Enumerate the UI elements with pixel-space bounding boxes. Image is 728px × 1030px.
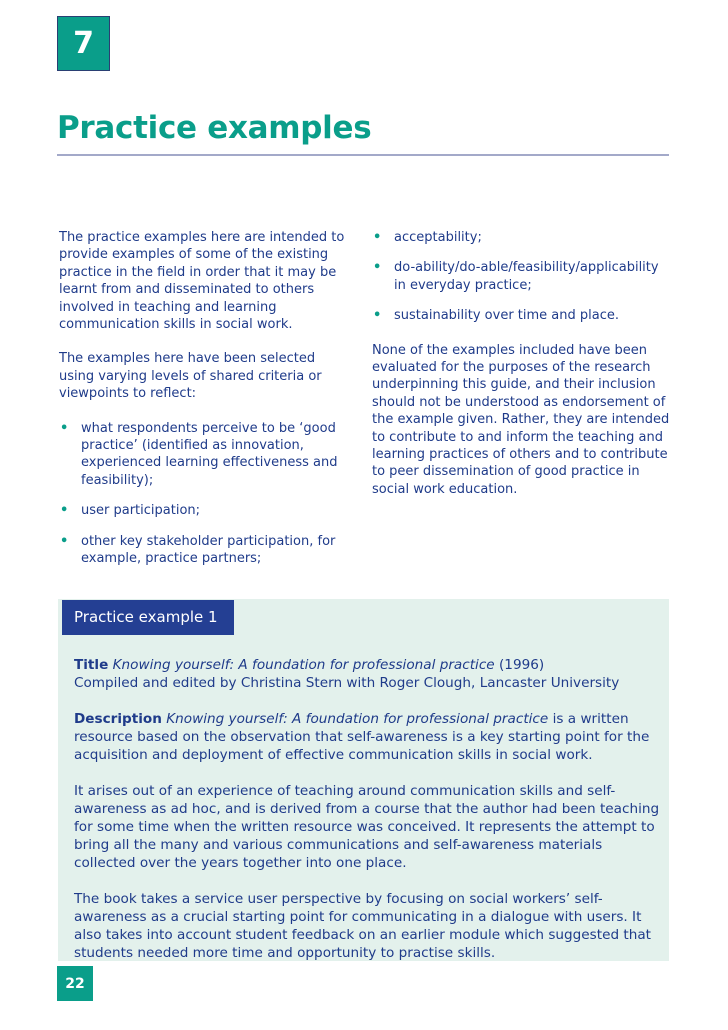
description-title: Knowing yourself: A foundation for professional practice	[166, 711, 549, 727]
example-title: Knowing yourself: A foundation for professional practice	[112, 657, 495, 673]
criteria-list-left	[59, 420, 349, 568]
bullet-icon: •	[373, 230, 382, 245]
list-item: • do-ability/do-able/feasibility/applicability in everyday practice;	[373, 260, 659, 293]
list-item: • what respondents perceive to be ‘good practice’ (identified as innovation, experienced learning effectiveness and feasibility);	[60, 420, 338, 488]
list-item: • other key stakeholder participation, for example, practice partners;	[60, 533, 336, 567]
disclaimer-paragraph: None of the examples included have been evaluated for the purposes of the research underpinning this guide, and their inclusion should not be understood as endorsement of the example given. Rather, they are intended to contribute to and inform the teaching and learning practices of others and to contribute to peer dissemination of good practice in social work education.	[372, 342, 670, 497]
list-item: • acceptability;	[373, 230, 482, 245]
bullet-icon: •	[60, 533, 69, 549]
bullet-icon: •	[60, 503, 69, 519]
bullet-icon: •	[60, 420, 69, 436]
list-item: • user participation;	[60, 503, 201, 519]
chapter-number-badge: 7	[57, 16, 110, 71]
bullet-icon: •	[373, 260, 382, 276]
description-label: Description	[74, 711, 162, 727]
example-description	[74, 710, 664, 764]
bullet-icon: •	[373, 308, 382, 324]
criteria-intro-paragraph: The examples here have been selected using varying levels of shared criteria or viewpoints to reflect:	[59, 351, 322, 402]
page-number: 22	[57, 966, 93, 1001]
example-paragraph-3: The book takes a service user perspective by focusing on social workers’ self-awareness as a crucial starting point for communicating in a dialogue with users. It also takes into account student feedback on an earlier module which suggested that students needed more time and opportunity to practise skills.	[74, 891, 651, 961]
intro-paragraph: The practice examples here are intended to provide examples of some of the existing practice in the field in order that it may be learnt from and disseminated to others involved in teaching and learning communication skills in social work.	[59, 230, 345, 333]
example-title-block	[74, 656, 664, 692]
practice-example-tab: Practice example 1	[62, 600, 234, 635]
left-column	[59, 229, 349, 581]
title-divider	[57, 154, 669, 156]
criteria-list-right	[372, 229, 670, 325]
right-column	[372, 229, 670, 515]
description-text: is a written resource based on the observation that self-awareness is a key starting point for the acquisition and deployment of effective communication skills in social work.	[74, 711, 650, 763]
title-label: Title	[74, 657, 109, 673]
example-paragraph-2: It arises out of an experience of teaching around communication skills and self-awareness as ad hoc, and is derived from a course that the author had been teaching for some time when the written resource was conceived. It represents the attempt to bring all the many and various communications and self-awareness materials collected over the years together into one place.	[74, 783, 660, 871]
example-year: (1996)	[499, 657, 545, 673]
practice-example-content	[74, 656, 664, 980]
example-compiled-by: Compiled and edited by Christina Stern with Roger Clough, Lancaster University	[74, 675, 620, 691]
list-item: • sustainability over time and place.	[373, 308, 619, 324]
page-title: Practice examples	[57, 110, 372, 146]
